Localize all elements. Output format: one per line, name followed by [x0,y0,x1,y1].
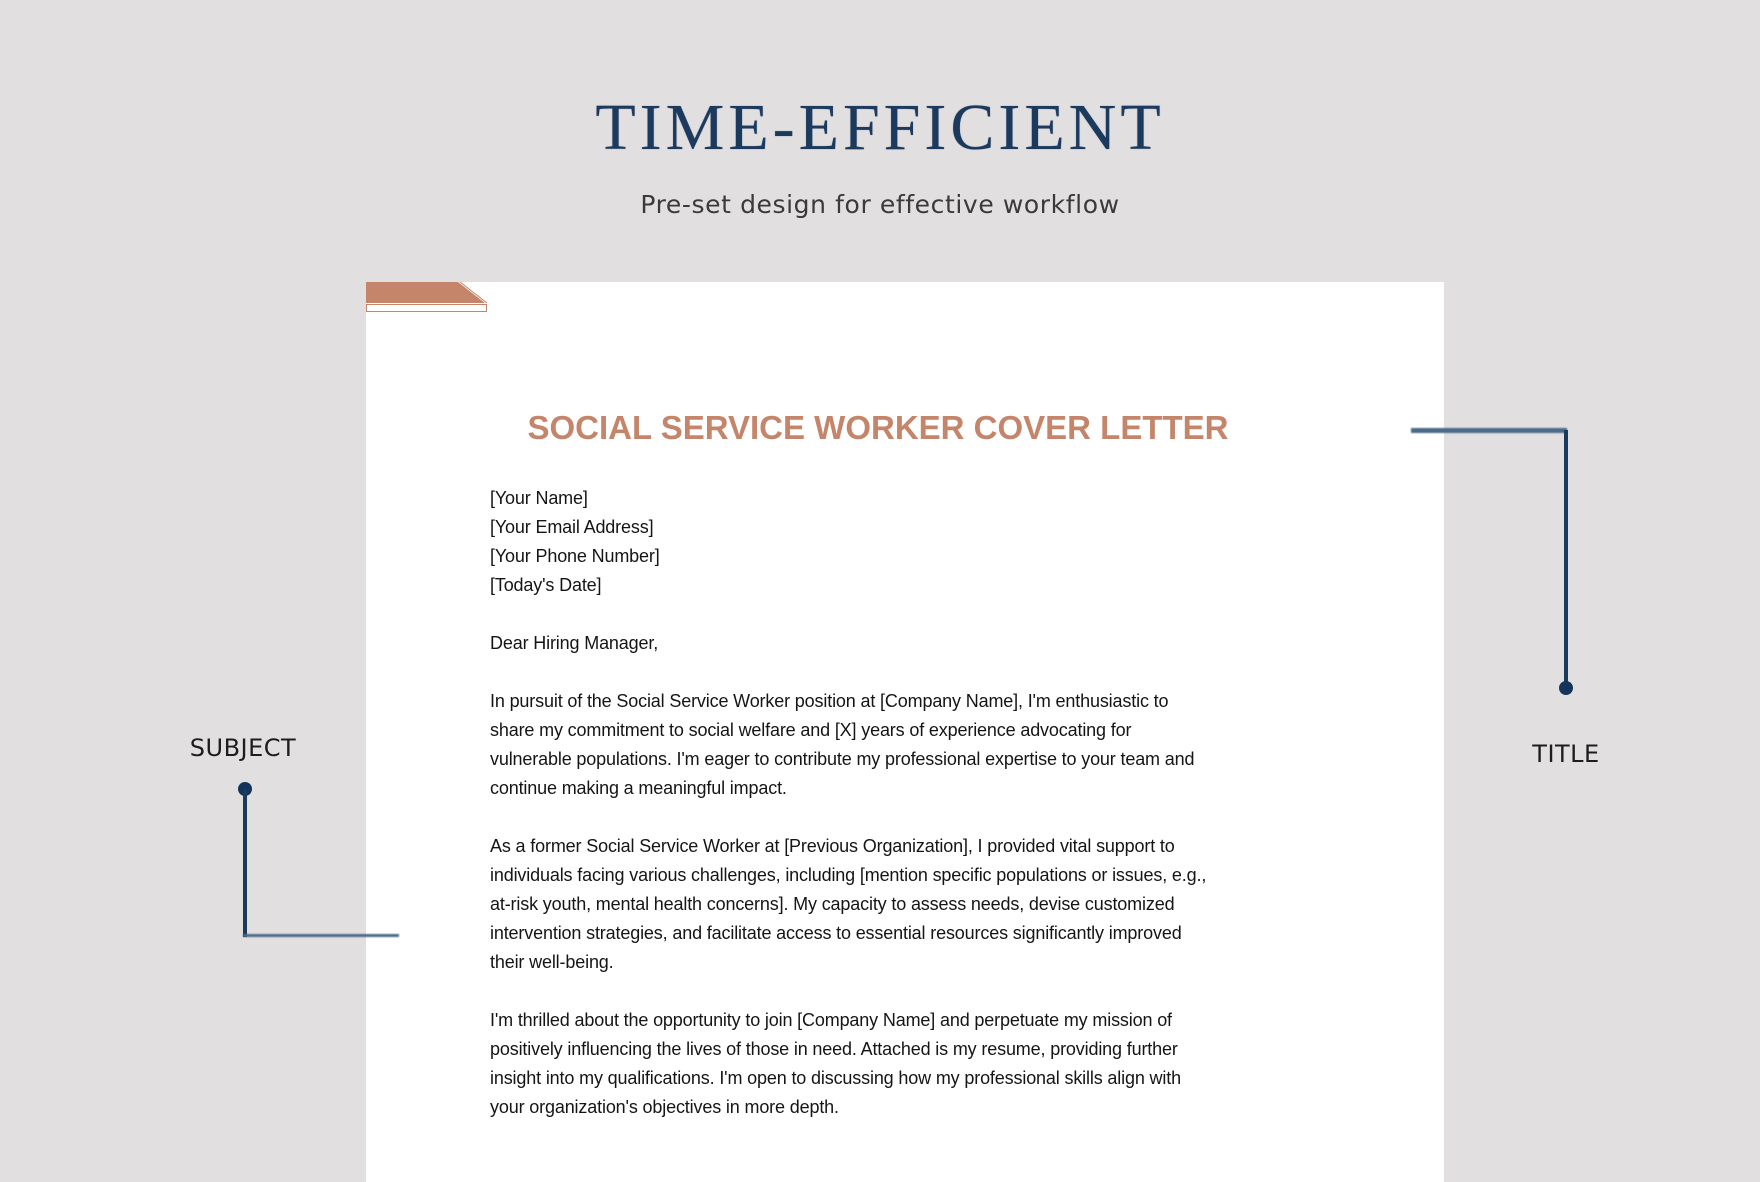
title-annotation-label: TITLE [1532,740,1600,768]
title-connector-horizontal [1411,428,1567,433]
paragraph-1-line: In pursuit of the Social Service Worker position at [Company Name], I'm enthusiastic to [490,691,1169,711]
paragraph-3-line: insight into my qualifications. I'm open to discussing how my professional skills align with [490,1068,1181,1088]
subject-annotation-label: SUBJECT [189,734,297,762]
sender-email: [Your Email Address] [490,517,654,537]
hero-subtitle: Pre-set design for effective workflow [640,190,1120,219]
paragraph-2-line: As a former Social Service Worker at [Previous Organization], I provided vital support to [490,836,1175,856]
document-body [490,484,1290,1122]
paragraph-3-line: I'm thrilled about the opportunity to join [Company Name] and perpetuate my mission of [490,1010,1172,1030]
paragraph-2-line: their well-being. [490,952,614,972]
title-connector-dot-icon [1559,681,1573,695]
paragraph-3-line: your organization's objectives in more depth. [490,1097,839,1117]
blank-line [490,658,1290,687]
corner-tab-decoration [366,282,488,314]
sender-phone: [Your Phone Number] [490,546,660,566]
blank-line [490,803,1290,832]
paragraph-2-line: individuals facing various challenges, including [mention specific populations or issues, e.g., [490,865,1207,885]
title-connector-vertical [1564,430,1568,688]
document-title: SOCIAL SERVICE WORKER COVER LETTER [527,409,1229,446]
document-page [366,282,1444,1182]
hero-title: TIME-EFFICIENT [595,91,1165,164]
subject-connector-vertical [243,789,247,937]
paragraph-1-line: vulnerable populations. I'm eager to contribute my professional expertise to your team and [490,749,1195,769]
paragraph-3-line: positively influencing the lives of those in need. Attached is my resume, providing further [490,1039,1178,1059]
paragraph-2-line: intervention strategies, and facilitate access to essential resources significantly improved [490,923,1182,943]
blank-line [490,600,1290,629]
letter-date: [Today's Date] [490,575,602,595]
paragraph-1-line: continue making a meaningful impact. [490,778,787,798]
sender-name: [Your Name] [490,488,588,508]
blank-line [490,977,1290,1006]
subject-connector-horizontal [243,934,399,937]
paragraph-2-line: at-risk youth, mental health concerns]. My capacity to assess needs, devise customized [490,894,1175,914]
salutation: Dear Hiring Manager, [490,633,659,653]
paragraph-1-line: share my commitment to social welfare and [X] years of experience advocating for [490,720,1132,740]
